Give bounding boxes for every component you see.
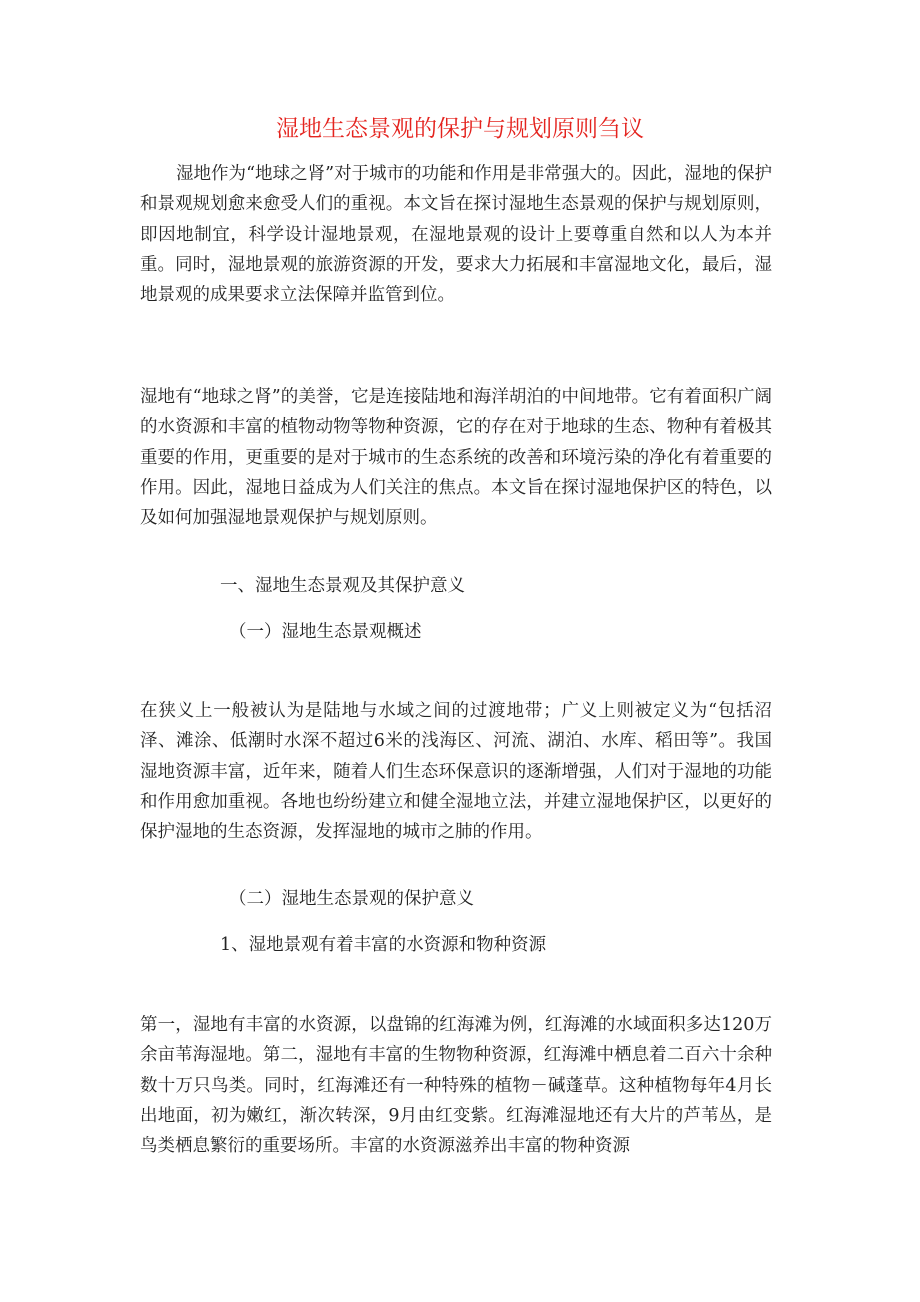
document-title: 湿地生态景观的保护与规划原则刍议 (276, 116, 644, 142)
point-heading-1: 1、湿地景观有着丰富的水资源和物种资源 (220, 935, 547, 955)
section-heading-1: 一、湿地生态景观及其保护意义 (220, 576, 465, 596)
abstract-paragraph: 湿地作为“地球之肾”对于城市的功能和作用是非常强大的。因此，湿地的保护和景观规划愈来愈受人们的重视。本文旨在探讨湿地生态景观的保护与规划原则，即因地制宜，科学设计湿地景观，在湿地景观的设计上要尊重自然和以人为本并重。同时，湿地景观的旅游资源的开发，要求大力拓展和丰富湿地文化，最后，湿地景观的成果要求立法保障并监管到位。 (140, 164, 772, 306)
subsection-1-paragraph: 在狭义上一般被认为是陆地与水域之间的过渡地带；广义上则被定义为“包括沼泽、滩涂、低潮时水深不超过6米的浅海区、河流、湖泊、水库、稻田等”。我国湿地资源丰富，近年来，随着人们生态环保意识的逐渐增强，人们对于湿地的功能和作用愈加重视。各地也纷纷建立和健全湿地立法，并建立湿地保护区，以更好的保护湿地的生态资源，发挥湿地的城市之肺的作用。 (140, 701, 772, 843)
point-1-paragraph: 第一，湿地有丰富的水资源，以盘锦的红海滩为例，红海滩的水域面积多达120万余亩苇海湿地。第二，湿地有丰富的生物物种资源，红海滩中栖息着二百六十余种数十万只鸟类。同时，红海滩还有一种特殊的植物－碱蓬草。这种植物每年4月长出地面，初为嫩红，渐次转深，9月由红变紫。红海滩湿地还有大片的芦苇丛，是鸟类栖息繁衍的重要场所。丰富的水资源滋养出丰富的物种资源 (140, 1015, 772, 1157)
intro-paragraph: 湿地有“地球之肾”的美誉，它是连接陆地和海洋胡泊的中间地带。它有着面积广阔的水资源和丰富的植物动物等物种资源，它的存在对于地球的生态、物种有着极其重要的作用，更重要的是对于城市的生态系统的改善和环境污染的净化有着重要的作用。因此，湿地日益成为人们关注的焦点。本文旨在探讨湿地保护区的特色，以及如何加强湿地景观保护与规划原则。 (140, 387, 772, 529)
subsection-heading-1: （一）湿地生态景观概述 (229, 622, 422, 642)
subsection-heading-2: （二）湿地生态景观的保护意义 (229, 889, 474, 909)
